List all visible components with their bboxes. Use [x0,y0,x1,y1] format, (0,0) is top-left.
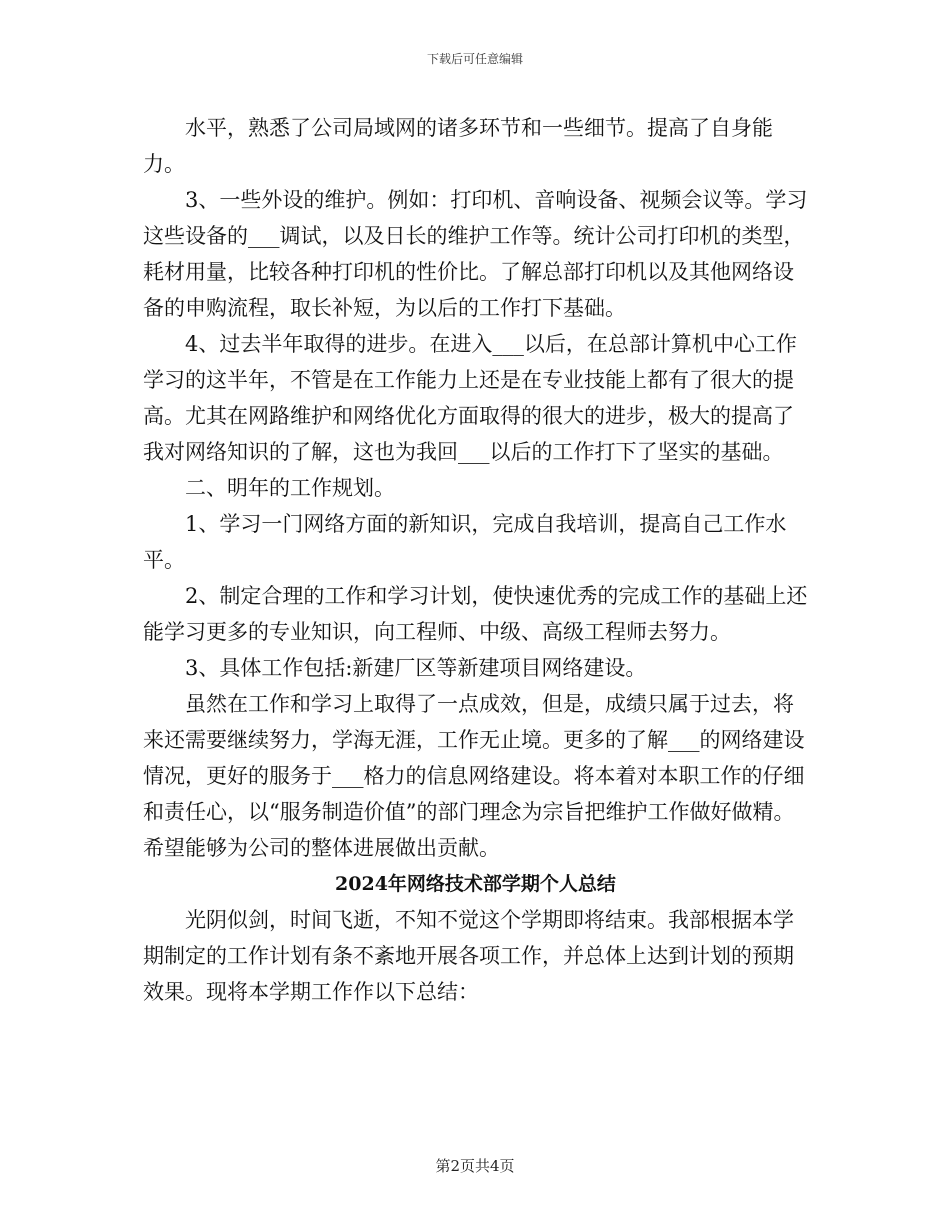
paragraph: 二、明年的工作规划。 [185,476,395,500]
document-body [143,110,808,1010]
paragraph: 3、具体工作包括:新建厂区等新建项目网络建设。 [185,656,647,680]
paragraph: 3、一些外设的维护。例如：打印机、音响设备、视频会议等。学习这些设备的___调试，以及日长的维护工作等。统计公司打印机的类型，耗材用量，比较各种打印机的性价比。了解总部打印机以及其他网络设备的申购流程，取长补短，为以后的工作打下基础。 [143,188,808,320]
paragraph: 虽然在工作和学习上取得了一点成效，但是，成绩只属于过去，将来还需要继续努力，学海无涯，工作无止境。更多的了解___的网络建设情况，更好的服务于___格力的信息网络建设。将本着对本职工作的仔细和责任心，以“服务制造价值”的部门理念为宗旨把维护工作做好做精。希望能够为公司的整体进展做出贡献。 [143,692,805,860]
paragraph: 1、学习一门网络方面的新知识，完成自我培训，提高自己工作水平。 [143,512,787,572]
paragraph: 4、过去半年取得的进步。在进入___以后，在总部计算机中心工作学习的这半年，不管是在工作能力上还是在专业技能上都有了很大的提高。尤其在网路维护和网络优化方面取得的很大的进步，极大的提高了我对网络知识的了解，这也为我回___以后的工作打下了坚实的基础。 [143,332,797,464]
paragraph: 光阴似剑，时间飞逝，不知不觉这个学期即将结束。我部根据本学期制定的工作计划有条不紊地开展各项工作，并总体上达到计划的预期效果。现将本学期工作作以下总结： [143,908,794,1004]
paragraph: 水平，熟悉了公司局域网的诸多环节和一些细节。提高了自身能力。 [143,116,773,176]
page-header: 下载后可任意编辑 [426,52,523,66]
section-title: 2024年网络技术部学期个人总结 [335,873,616,895]
paragraph: 2、制定合理的工作和学习计划，使快速优秀的完成工作的基础上还能学习更多的专业知识，向工程师、中级、高级工程师去努力。 [143,584,808,644]
page-footer: 第2页共4页 [435,1157,515,1175]
